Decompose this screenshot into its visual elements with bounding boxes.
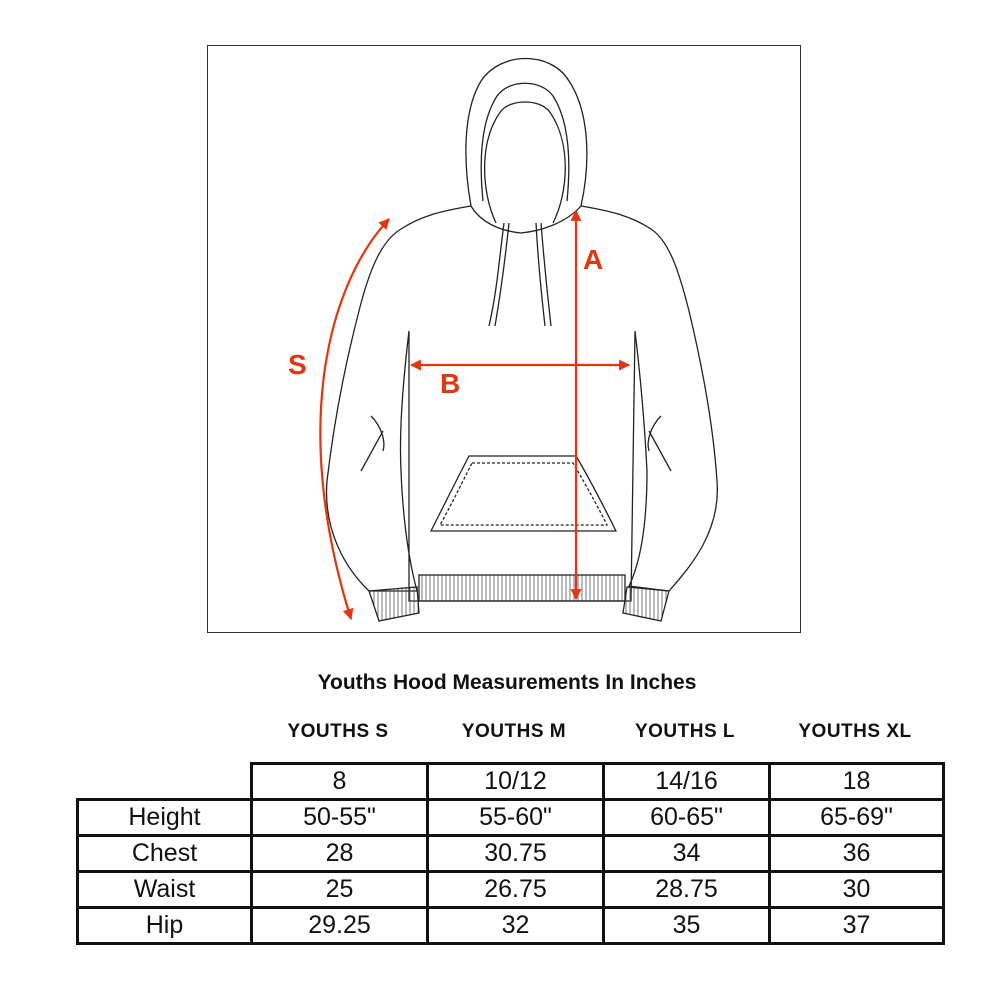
table-row <box>78 836 944 872</box>
age-cell: 10/12 <box>428 764 604 800</box>
size-header-l: YOUTHS L <box>634 721 736 742</box>
table-cell: 25 <box>252 872 428 908</box>
age-cell: 18 <box>770 764 944 800</box>
row-label-hip: Hip <box>78 908 252 944</box>
table-row <box>78 908 944 944</box>
table-cell: 29.25 <box>252 908 428 944</box>
table-title: Youths Hood Measurements In Inches <box>317 671 697 694</box>
table-cell: 65-69" <box>770 800 944 836</box>
table-cell: 26.75 <box>428 872 604 908</box>
table-row <box>78 872 944 908</box>
measure-b-label: B <box>440 368 461 399</box>
hoodie-sketch <box>208 46 802 634</box>
row-label-height: Height <box>78 800 252 836</box>
size-header-s: YOUTHS S <box>287 721 389 742</box>
corner-cell <box>78 764 252 800</box>
hoodie-diagram <box>207 45 801 633</box>
table-row <box>78 800 944 836</box>
table-cell: 32 <box>428 908 604 944</box>
table-cell: 30.75 <box>428 836 604 872</box>
table-row-age <box>78 764 944 800</box>
age-cell: 8 <box>252 764 428 800</box>
table-cell: 30 <box>770 872 944 908</box>
age-cell: 14/16 <box>604 764 770 800</box>
row-label-waist: Waist <box>78 872 252 908</box>
table-cell: 50-55" <box>252 800 428 836</box>
size-header-xl: YOUTHS XL <box>798 721 912 742</box>
size-chart-table <box>76 762 945 945</box>
table-cell: 35 <box>604 908 770 944</box>
measure-a-label: A <box>583 244 604 275</box>
table-cell: 36 <box>770 836 944 872</box>
table-cell: 28.75 <box>604 872 770 908</box>
measure-s-arrow <box>320 219 389 619</box>
table-cell: 55-60" <box>428 800 604 836</box>
table-cell: 28 <box>252 836 428 872</box>
table-cell: 34 <box>604 836 770 872</box>
table-cell: 37 <box>770 908 944 944</box>
measure-s-label: S <box>288 349 307 380</box>
size-header-m: YOUTHS M <box>461 721 567 742</box>
row-label-chest: Chest <box>78 836 252 872</box>
table-cell: 60-65" <box>604 800 770 836</box>
